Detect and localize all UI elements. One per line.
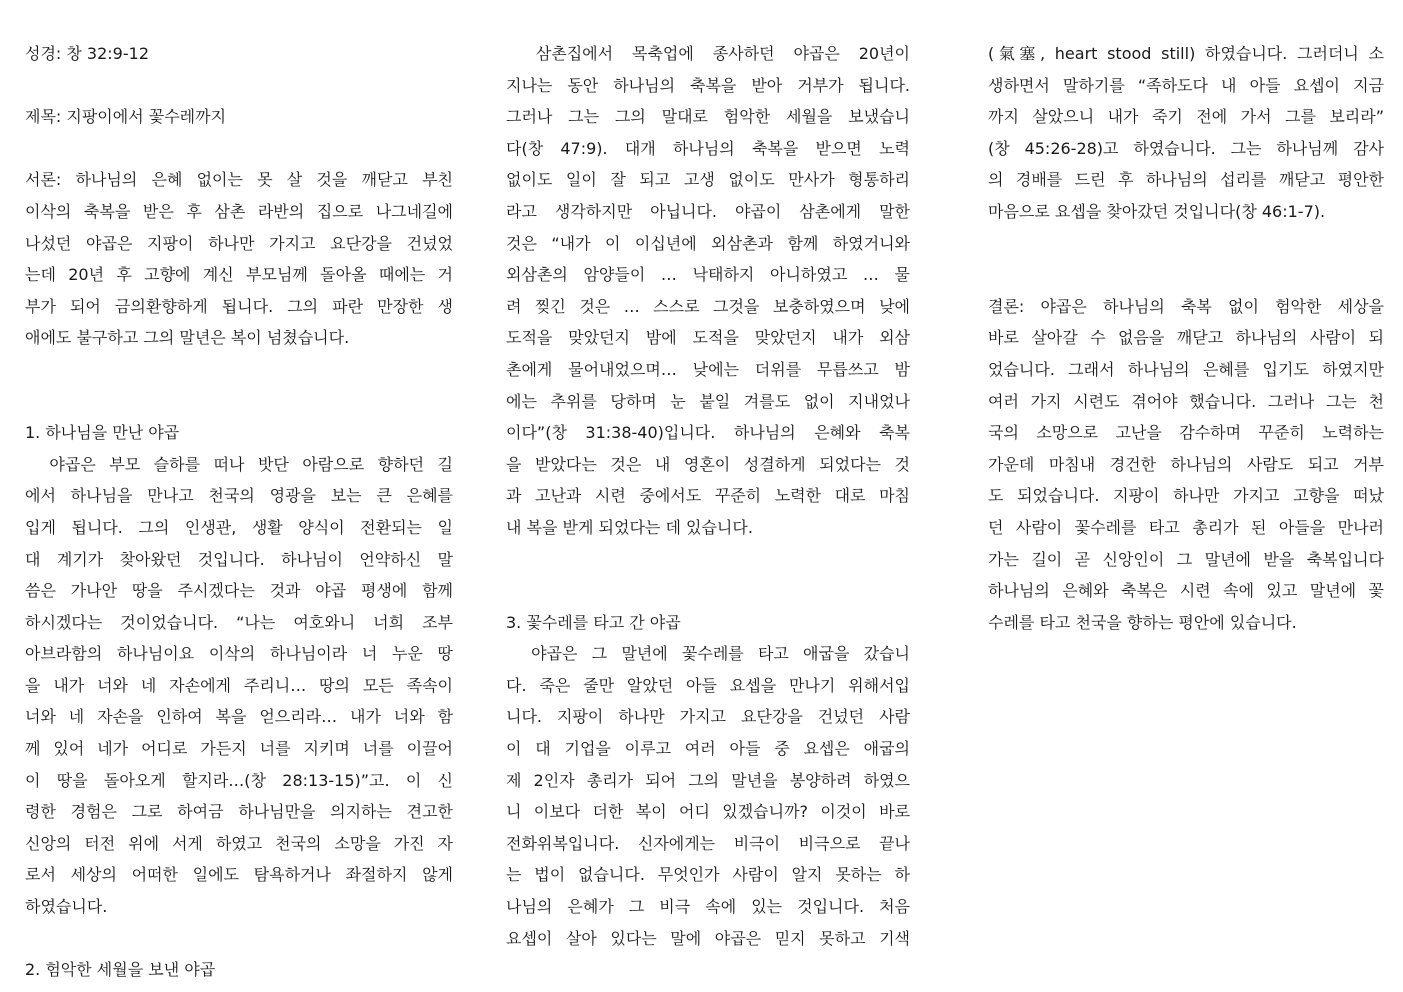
text-line: 이 대 기업을 이루고 여러 아들 중 요셉은 애굽의 bbox=[506, 739, 910, 759]
text-line: 입게 됩니다. 그의 인생관, 생활 양식이 전환되는 일 bbox=[25, 517, 453, 537]
text-line: 는 법이 없습니다. 무엇인가 사람이 알지 못하는 하 bbox=[506, 865, 910, 885]
text-line: 대 계기가 찾아왔던 것입니다. 하나님이 언약하신 말 bbox=[25, 549, 453, 569]
text-line: 이다”(창 31:38-40)입니다. 하나님의 은혜와 축복 bbox=[506, 423, 910, 443]
text-line: 이삭의 축복을 받은 후 삼촌 라반의 집으로 나그네길에 bbox=[25, 201, 453, 221]
text-line: 부가 되어 금의환향하게 됩니다. 그의 파란 만장한 생 bbox=[25, 296, 453, 316]
text-line: 을 내가 너와 네 자손에게 주리니… 땅의 모든 족속이 bbox=[25, 675, 453, 695]
text-line: 다. 죽은 줄만 알았던 아들 요셉을 만나기 위해서입 bbox=[506, 675, 910, 695]
text-line: 니다. 지팡이 하나만 가지고 요단강을 건넜던 사람 bbox=[506, 707, 910, 727]
text-line: 에서 하나님을 만나고 천국의 영광을 보는 큰 은혜를 bbox=[25, 486, 453, 506]
text-line: 요셉이 살아 있다는 말에 야곱은 믿지 못하고 기색 bbox=[506, 928, 910, 948]
text-line: 에는 추위를 당하며 눈 붙일 겨를도 없이 지내었나 bbox=[506, 391, 910, 411]
column-1 bbox=[25, 38, 453, 986]
text-line: 촌에게 물어내었으며… 낮에는 더위를 무릅쓰고 밤 bbox=[506, 359, 910, 379]
text-line: 로서 세상의 어떠한 일에도 탐욕하거나 좌절하지 않게 bbox=[25, 865, 453, 885]
text-line: 나섰던 야곱은 지팡이 하나만 가지고 요단강을 건넜었 bbox=[25, 233, 453, 253]
text-line: 것은 “내가 이 이십년에 외삼촌과 함께 하였거니와 bbox=[506, 233, 910, 253]
blank-line bbox=[25, 386, 453, 418]
blank-line bbox=[506, 544, 910, 576]
text-line: 바로 살아갈 수 없음을 깨닫고 하나님의 사람이 되 bbox=[988, 328, 1384, 348]
text-line: 마음으로 요셉을 찾아갔던 것입니다(창 46:1-7). bbox=[988, 201, 1326, 221]
text-line: 께 있어 네가 어디로 가든지 너를 지키며 너를 이끌어 bbox=[25, 739, 453, 759]
text-line: 령한 경험은 그로 하여금 하나님만을 의지하는 견고한 bbox=[25, 802, 453, 822]
text-line: 는데 20년 후 고향에 계신 부모님께 돌아올 때에는 거 bbox=[25, 265, 453, 285]
text-line: 야곱은 부모 슬하를 떠나 밧단 아람으로 향하던 길 bbox=[25, 454, 453, 474]
column-2 bbox=[506, 38, 910, 954]
blank-line bbox=[988, 228, 1384, 260]
text-line: 그러나 그는 그의 말대로 험악한 세월을 보냈습니 bbox=[506, 107, 910, 127]
text-line: 제목: 지팡이에서 꽃수레까지 bbox=[25, 107, 227, 127]
blank-line bbox=[506, 575, 910, 607]
text-line: 을 받았다는 것은 내 영혼이 성결하게 되었다는 것 bbox=[506, 454, 910, 474]
text-line: 서론: 하나님의 은혜 없이는 못 살 것을 깨닫고 부친 bbox=[25, 170, 453, 190]
text-line: 이 땅을 돌아오게 할지라…(창 28:13-15)”고. 이 신 bbox=[25, 770, 453, 790]
text-line: 가운데 마침내 경건한 하나님의 사람도 되고 거부 bbox=[988, 454, 1384, 474]
text-line: 외삼촌의 암양들이 … 낙태하지 아니하였고 … 물 bbox=[506, 265, 910, 285]
text-line: 하였습니다. bbox=[25, 897, 108, 917]
text-line: 나님의 은혜가 그 비극 속에 있는 것입니다. 처음 bbox=[506, 897, 910, 917]
text-line: 니 이보다 더한 복이 어디 있겠습니까? 이것이 바로 bbox=[506, 802, 910, 822]
text-line: 국의 소망으로 고난을 감수하며 꾸준히 노력하는 bbox=[988, 423, 1384, 443]
text-line: 하나님의 은혜와 축복은 시련 속에 있고 말년에 꽃 bbox=[988, 581, 1384, 601]
text-line: 아브라함의 하나님이요 이삭의 하나님이라 너 누운 땅 bbox=[25, 644, 453, 664]
column-3 bbox=[988, 38, 1384, 638]
text-line: 1. 하나님을 만난 야곱 bbox=[25, 423, 180, 443]
text-line: 신앙의 터전 위에 서게 하였고 천국의 소망을 가진 자 bbox=[25, 833, 453, 853]
text-line: 도 되었습니다. 지팡이 하나만 가지고 고향을 떠났 bbox=[988, 486, 1384, 506]
text-line: 도적을 맞았던지 밤에 도적을 맞았던지 내가 외삼 bbox=[506, 328, 910, 348]
text-line: 결론: 야곱은 하나님의 축복 없이 험악한 세상을 bbox=[988, 296, 1384, 316]
blank-line bbox=[25, 133, 453, 165]
blank-line bbox=[25, 70, 453, 102]
text-line: 지나는 동안 하나님의 축복을 받아 거부가 됩니다. bbox=[506, 75, 910, 95]
blank-line bbox=[988, 259, 1384, 291]
text-line: 가는 길이 곧 신앙인이 그 말년에 받을 축복입니다 bbox=[988, 549, 1384, 569]
text-line: 야곱은 그 말년에 꽃수레를 타고 애굽을 갔습니 bbox=[506, 644, 910, 664]
text-line: 려 찢긴 것은 … 스스로 그것을 보충하였으며 낮에 bbox=[506, 296, 910, 316]
text-line: 전화위복입니다. 신자에게는 비극이 비극으로 끝나 bbox=[506, 833, 910, 853]
text-line: 하시겠다는 것이었습니다. “나는 여호와니 너희 조부 bbox=[25, 612, 453, 632]
text-line: (氣塞, heart stood still) 하였습니다. 그러더니 소 bbox=[988, 44, 1384, 63]
text-line: 생하면서 말하기를 “족하도다 내 아들 요셉이 지금 bbox=[988, 75, 1384, 95]
text-line: 었습니다. 그래서 하나님의 은혜를 입기도 하였지만 bbox=[988, 359, 1384, 379]
text-line: 없이도 일이 잘 되고 고생 없이도 만사가 형통하리 bbox=[506, 170, 910, 190]
text-line: 던 사람이 꽃수레를 타고 총리가 된 아들을 만나러 bbox=[988, 517, 1384, 537]
text-line: 내 복을 받게 되었다는 데 있습니다. bbox=[506, 517, 753, 537]
blank-line bbox=[25, 354, 453, 386]
text-line: 애에도 불구하고 그의 말년은 복이 넘쳤습니다. bbox=[25, 328, 350, 348]
text-line: (창 45:26-28)고 하였습니다. 그는 하나님께 감사 bbox=[988, 138, 1384, 158]
blank-line bbox=[25, 923, 453, 955]
text-line: 제 2인자 총리가 되어 그의 말년을 봉양하려 하였으 bbox=[506, 770, 910, 790]
text-line: 2. 험악한 세월을 보낸 야곱 bbox=[25, 960, 216, 980]
text-line: 라고 생각하지만 아닙니다. 야곱이 삼촌에게 말한 bbox=[506, 201, 910, 221]
text-line: 수레를 타고 천국을 향하는 평안에 있습니다. bbox=[988, 612, 1297, 632]
text-line: 다(창 47:9). 대개 하나님의 축복을 받으면 노력 bbox=[506, 138, 910, 158]
text-line: 과 고난과 시련 중에서도 꾸준히 노력한 대로 마침 bbox=[506, 486, 910, 506]
text-line: 씀은 가나안 땅을 주시겠다는 것과 야곱 평생에 함께 bbox=[25, 581, 453, 601]
text-line: 까지 살았으니 내가 죽기 전에 가서 그를 보리라” bbox=[988, 107, 1384, 127]
text-line: 너와 네 자손을 인하여 복을 얻으리라… 내가 너와 함 bbox=[25, 707, 453, 727]
text-line: 여러 가지 시련도 겪어야 했습니다. 그러나 그는 천 bbox=[988, 391, 1384, 411]
text-line: 성경: 창 32:9-12 bbox=[25, 44, 149, 63]
text-line: 의 경배를 드린 후 하나님의 섭리를 깨닫고 평안한 bbox=[988, 170, 1384, 190]
text-line: 3. 꽃수레를 타고 간 야곱 bbox=[506, 612, 681, 632]
text-line: 삼촌집에서 목축업에 종사하던 야곱은 20년이 bbox=[506, 44, 910, 63]
